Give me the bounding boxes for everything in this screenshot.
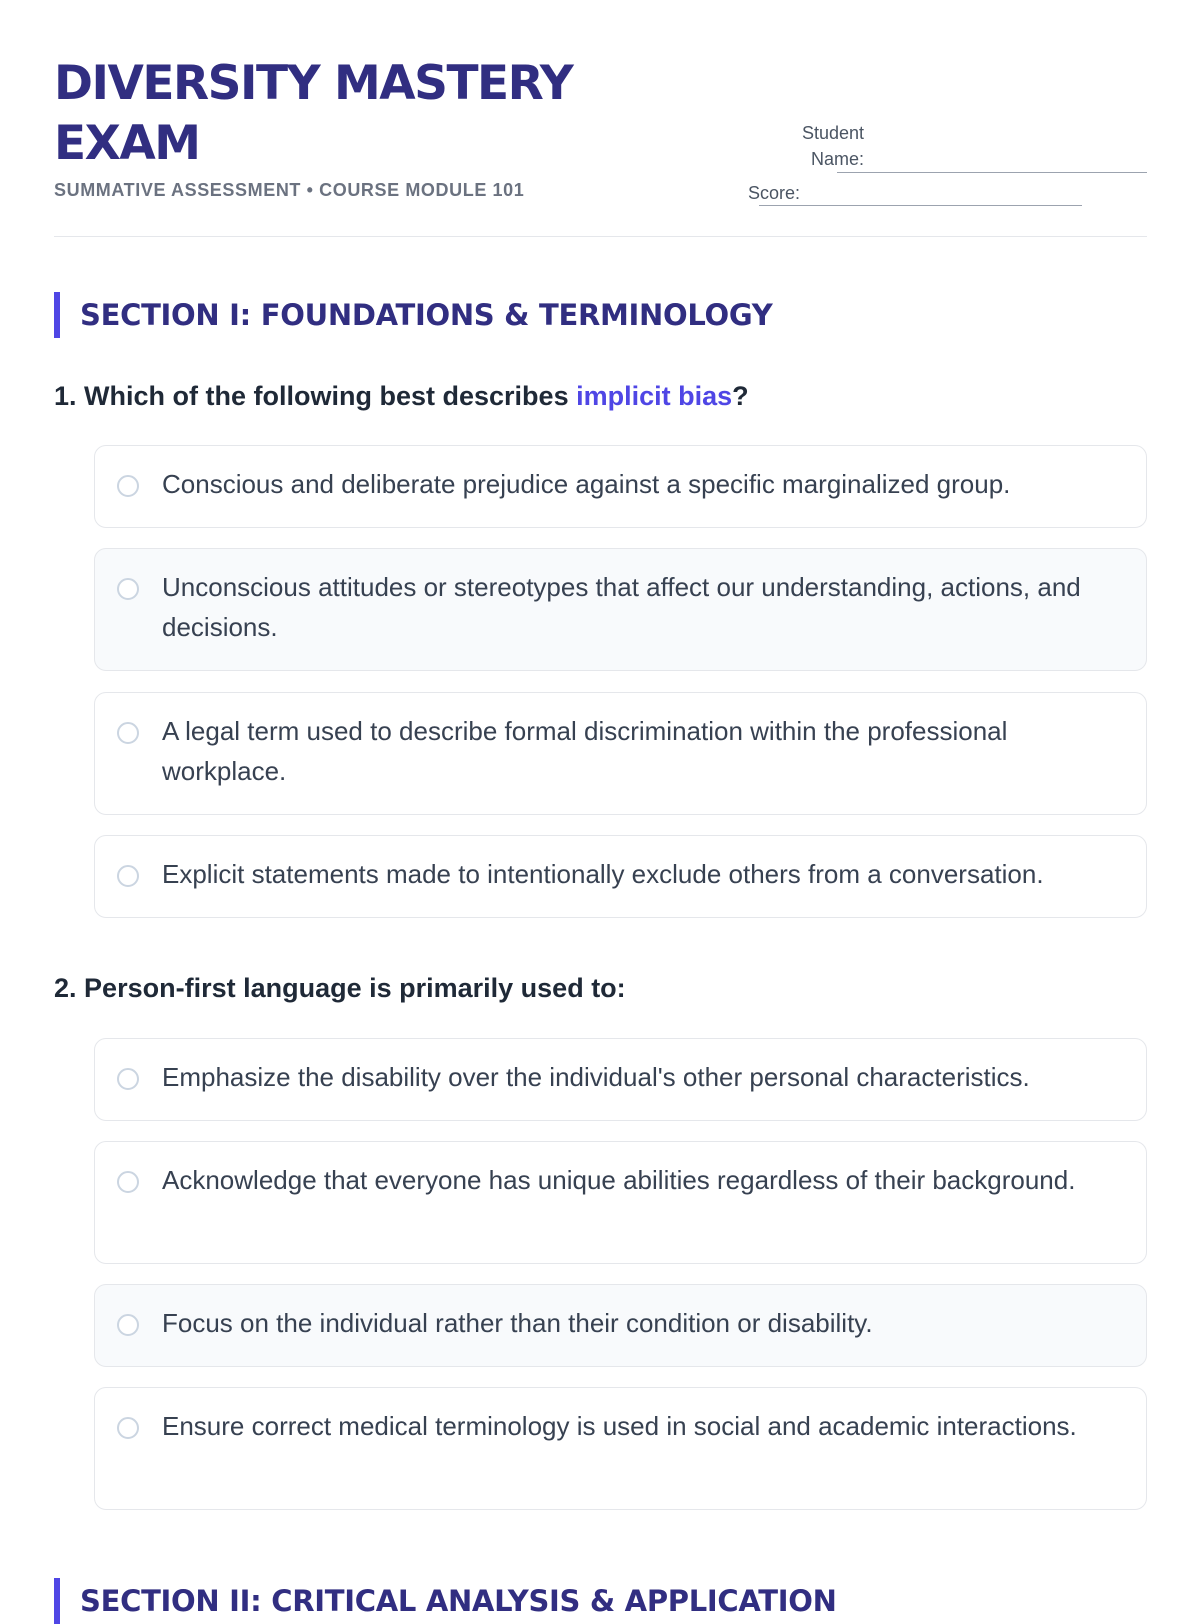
radio-button[interactable] — [117, 475, 139, 497]
student-name-label: Student Name: — [801, 123, 864, 169]
option-text: Ensure correct medical terminology is used in social and academic interactions. — [162, 1411, 1077, 1441]
option-text: A legal term used to describe formal discrimination within the professional workplace. — [162, 716, 1008, 786]
question-number: 1. — [54, 381, 77, 411]
question-2-prompt — [54, 973, 626, 1004]
score-label: Score: — [747, 183, 800, 203]
section-1-heading — [54, 292, 1154, 338]
section-accent-bar — [54, 292, 60, 338]
exam-header — [54, 54, 1147, 237]
student-name-field[interactable] — [837, 172, 1147, 173]
option-text: Focus on the individual rather than their condition or disability. — [162, 1308, 873, 1338]
q2-option-d[interactable] — [94, 1387, 1147, 1510]
radio-button[interactable] — [117, 1068, 139, 1090]
q2-option-c[interactable] — [94, 1284, 1147, 1367]
radio-button[interactable] — [117, 1314, 139, 1336]
q1-option-c[interactable] — [94, 692, 1147, 815]
question-1-prompt — [54, 381, 749, 412]
q2-option-b[interactable] — [94, 1141, 1147, 1264]
key-term: implicit bias — [576, 381, 733, 411]
radio-button[interactable] — [117, 1171, 139, 1193]
option-text: Conscious and deliberate prejudice against a specific marginalized group. — [162, 469, 1011, 499]
radio-button[interactable] — [117, 722, 139, 744]
radio-button[interactable] — [117, 1417, 139, 1439]
radio-button[interactable] — [117, 865, 139, 887]
q1-option-d[interactable] — [94, 835, 1147, 918]
section-1-title: SECTION I: FOUNDATIONS & TERMINOLOGY — [80, 298, 773, 332]
exam-subtitle: SUMMATIVE ASSESSMENT • COURSE MODULE 101 — [54, 180, 525, 200]
option-text: Acknowledge that everyone has unique abilities regardless of their background. — [162, 1165, 1076, 1195]
question-mark: ? — [732, 381, 749, 411]
q1-option-b[interactable] — [94, 548, 1147, 671]
q1-option-a[interactable] — [94, 445, 1147, 528]
option-text: Emphasize the disability over the individual's other personal characteristics. — [162, 1062, 1030, 1092]
option-text: Unconscious attitudes or stereotypes that affect our understanding, actions, and decisions. — [162, 572, 1081, 642]
section-2-heading — [54, 1578, 1154, 1624]
option-text: Explicit statements made to intentionally exclude others from a conversation. — [162, 859, 1044, 889]
radio-button[interactable] — [117, 578, 139, 600]
score-field[interactable] — [759, 205, 1082, 206]
q2-option-a[interactable] — [94, 1038, 1147, 1121]
question-text: Which of the following best describes — [84, 381, 569, 411]
question-text: Person-first language is primarily used to: — [84, 973, 626, 1003]
question-number: 2. — [54, 973, 77, 1003]
section-accent-bar — [54, 1578, 60, 1624]
exam-title: DIVERSITY MASTERY EXAM — [54, 56, 573, 171]
section-2-title: SECTION II: CRITICAL ANALYSIS & APPLICATION — [80, 1584, 837, 1618]
